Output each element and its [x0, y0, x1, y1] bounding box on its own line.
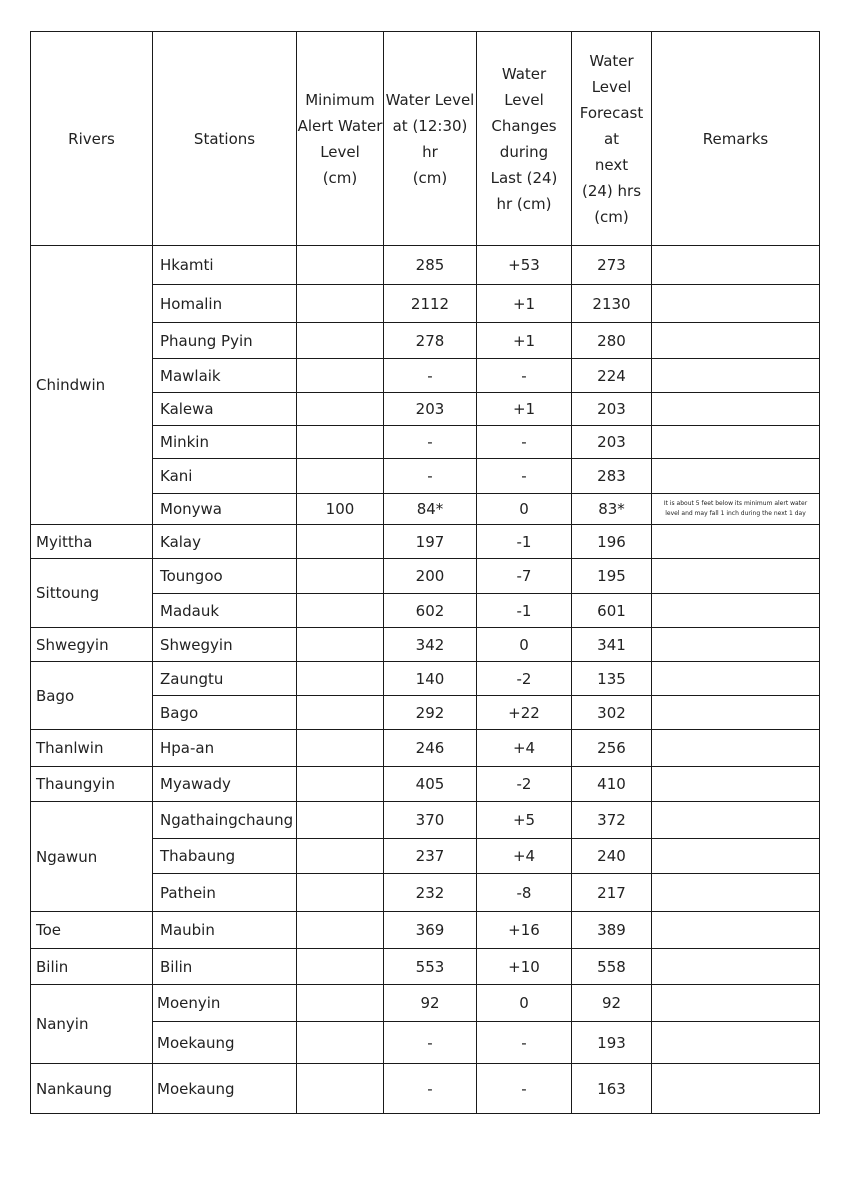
forecast-cell: 196 [572, 525, 652, 559]
station-name: Kalay [153, 525, 297, 559]
remark-cell [652, 323, 820, 359]
remark-cell [652, 802, 820, 839]
remark-cell [652, 525, 820, 559]
header-forecast-line: at [603, 129, 620, 148]
remark-cell [652, 662, 820, 696]
forecast-cell: 224 [572, 359, 652, 393]
forecast-cell: 273 [572, 246, 652, 285]
forecast-cell: 203 [572, 393, 652, 426]
station-name: Madauk [153, 594, 297, 628]
water-level-cell: 285 [384, 246, 477, 285]
water-level-cell: 553 [384, 949, 477, 985]
forecast-cell: 163 [572, 1064, 652, 1114]
water-level-cell: 278 [384, 323, 477, 359]
min-alert-cell [297, 874, 384, 912]
change-cell: +1 [477, 393, 572, 426]
change-cell: +1 [477, 323, 572, 359]
remark-cell [652, 393, 820, 426]
header-changes-line: Level [504, 90, 544, 109]
header-changes-line: Last (24) [490, 168, 558, 187]
forecast-cell: 83* [572, 494, 652, 525]
change-cell: - [477, 1022, 572, 1064]
water-level-cell: 405 [384, 767, 477, 802]
change-cell: -2 [477, 767, 572, 802]
forecast-cell: 302 [572, 696, 652, 730]
river-name: Chindwin [31, 246, 153, 525]
station-name: Hkamti [153, 246, 297, 285]
min-alert-cell [297, 323, 384, 359]
min-alert-cell [297, 802, 384, 839]
header-min-alert-line: (cm) [322, 168, 358, 187]
river-name: Nankaung [31, 1064, 153, 1114]
station-name: Zaungtu [153, 662, 297, 696]
remark-cell [652, 696, 820, 730]
water-level-cell: - [384, 1022, 477, 1064]
header-water-level-line: at (12:30) hr [392, 116, 468, 161]
forecast-cell: 389 [572, 912, 652, 949]
remark-cell [652, 359, 820, 393]
station-name: Bilin [153, 949, 297, 985]
water-level-cell: 369 [384, 912, 477, 949]
header-forecast [572, 32, 652, 246]
header-forecast-line: (cm) [594, 207, 629, 226]
min-alert-cell [297, 594, 384, 628]
table-row [31, 802, 820, 839]
change-cell: +4 [477, 839, 572, 874]
header-changes-line: during [499, 142, 549, 161]
table-row [31, 985, 820, 1022]
water-level-cell: 246 [384, 730, 477, 767]
station-name: Myawady [153, 767, 297, 802]
station-name: Monywa [153, 494, 297, 525]
change-cell: - [477, 459, 572, 494]
change-cell: +5 [477, 802, 572, 839]
min-alert-cell [297, 730, 384, 767]
min-alert-cell [297, 985, 384, 1022]
header-forecast-line: Water [589, 51, 634, 70]
forecast-cell: 193 [572, 1022, 652, 1064]
forecast-cell: 410 [572, 767, 652, 802]
min-alert-cell [297, 662, 384, 696]
min-alert-cell [297, 628, 384, 662]
remark-cell [652, 839, 820, 874]
min-alert-cell [297, 459, 384, 494]
header-rivers: Rivers [31, 32, 153, 246]
min-alert-cell [297, 246, 384, 285]
water-level-cell: 84* [384, 494, 477, 525]
station-name: Kani [153, 459, 297, 494]
table-row [31, 730, 820, 767]
table-row [31, 628, 820, 662]
table-row [31, 949, 820, 985]
change-cell: +16 [477, 912, 572, 949]
forecast-cell: 256 [572, 730, 652, 767]
river-name: Bilin [31, 949, 153, 985]
min-alert-cell [297, 393, 384, 426]
change-cell: 0 [477, 494, 572, 525]
water-level-cell: - [384, 459, 477, 494]
min-alert-cell [297, 559, 384, 594]
water-level-cell: - [384, 1064, 477, 1114]
header-forecast-line: Forecast [579, 103, 644, 122]
table-row [31, 1064, 820, 1114]
header-changes-line: hr (cm) [496, 194, 552, 213]
forecast-cell: 92 [572, 985, 652, 1022]
remark-cell [652, 285, 820, 323]
remark-cell [652, 594, 820, 628]
river-name: Bago [31, 662, 153, 730]
change-cell: - [477, 359, 572, 393]
min-alert-cell [297, 426, 384, 459]
water-level-table [30, 31, 820, 1114]
water-level-cell: 92 [384, 985, 477, 1022]
remark-cell [652, 246, 820, 285]
header-forecast-line: next [594, 155, 629, 174]
table-row [31, 559, 820, 594]
water-level-cell: 370 [384, 802, 477, 839]
water-level-cell: - [384, 359, 477, 393]
header-row [31, 32, 820, 246]
water-level-cell: 237 [384, 839, 477, 874]
header-changes-line: Changes [491, 116, 557, 135]
min-alert-cell [297, 1064, 384, 1114]
water-level-cell: 292 [384, 696, 477, 730]
remark-cell [652, 949, 820, 985]
change-cell: +53 [477, 246, 572, 285]
water-level-cell: 602 [384, 594, 477, 628]
header-min-alert-line: Level [320, 142, 360, 161]
station-name: Mawlaik [153, 359, 297, 393]
table-row [31, 246, 820, 285]
remark-cell [652, 559, 820, 594]
station-name: Minkin [153, 426, 297, 459]
forecast-cell: 283 [572, 459, 652, 494]
change-cell: -8 [477, 874, 572, 912]
remark-cell [652, 628, 820, 662]
header-forecast-line: Level [591, 77, 632, 96]
forecast-cell: 203 [572, 426, 652, 459]
forecast-cell: 372 [572, 802, 652, 839]
forecast-cell: 558 [572, 949, 652, 985]
remark-cell [652, 1064, 820, 1114]
remark-cell [652, 459, 820, 494]
min-alert-cell [297, 949, 384, 985]
water-level-cell: 140 [384, 662, 477, 696]
station-name: Homalin [153, 285, 297, 323]
table-row [31, 767, 820, 802]
river-name: Sittoung [31, 559, 153, 628]
forecast-cell: 601 [572, 594, 652, 628]
header-min-alert [297, 32, 384, 246]
change-cell: - [477, 1064, 572, 1114]
station-name: Maubin [153, 912, 297, 949]
header-min-alert-line: Minimum [305, 90, 375, 109]
river-name: Myittha [31, 525, 153, 559]
table-row [31, 662, 820, 696]
min-alert-cell [297, 525, 384, 559]
station-name: Hpa-an [153, 730, 297, 767]
river-name: Nanyin [31, 985, 153, 1064]
min-alert-cell [297, 285, 384, 323]
water-level-cell: 200 [384, 559, 477, 594]
river-name: Thaungyin [31, 767, 153, 802]
water-level-cell: 197 [384, 525, 477, 559]
remark-cell [652, 1022, 820, 1064]
water-level-cell: - [384, 426, 477, 459]
change-cell: +4 [477, 730, 572, 767]
header-water-level-line: Water Level [385, 90, 475, 109]
forecast-cell: 240 [572, 839, 652, 874]
remark-cell [652, 985, 820, 1022]
water-level-cell: 203 [384, 393, 477, 426]
min-alert-cell: 100 [297, 494, 384, 525]
header-changes [477, 32, 572, 246]
station-name: Moekaung [153, 1022, 297, 1064]
change-cell: -1 [477, 525, 572, 559]
min-alert-cell [297, 839, 384, 874]
forecast-cell: 135 [572, 662, 652, 696]
remark-cell [652, 426, 820, 459]
header-stations: Stations [153, 32, 297, 246]
change-cell: 0 [477, 628, 572, 662]
forecast-cell: 195 [572, 559, 652, 594]
header-min-alert-line: Alert Water [297, 116, 383, 135]
remark-cell [652, 874, 820, 912]
header-changes-line: Water [501, 64, 547, 83]
station-name: Ngathaingchaung [153, 802, 297, 839]
station-name: Moenyin [153, 985, 297, 1022]
station-name: Moekaung [153, 1064, 297, 1114]
header-forecast-line: (24) hrs [581, 181, 642, 200]
table-row [31, 525, 820, 559]
water-level-cell: 232 [384, 874, 477, 912]
station-name: Kalewa [153, 393, 297, 426]
table-row [31, 912, 820, 949]
header-remarks: Remarks [652, 32, 820, 246]
remark-cell: It is about 5 feet below its minimum alert water level and may fall 1 inch during the next 1 day [652, 494, 820, 525]
remark-cell [652, 730, 820, 767]
forecast-cell: 341 [572, 628, 652, 662]
header-water-level-line: (cm) [412, 168, 448, 187]
water-level-cell: 342 [384, 628, 477, 662]
forecast-cell: 217 [572, 874, 652, 912]
header-water-level [384, 32, 477, 246]
min-alert-cell [297, 1022, 384, 1064]
change-cell: 0 [477, 985, 572, 1022]
station-name: Toungoo [153, 559, 297, 594]
remark-cell [652, 912, 820, 949]
min-alert-cell [297, 767, 384, 802]
change-cell: - [477, 426, 572, 459]
water-level-cell: 2112 [384, 285, 477, 323]
station-name: Pathein [153, 874, 297, 912]
station-name: Shwegyin [153, 628, 297, 662]
station-name: Phaung Pyin [153, 323, 297, 359]
change-cell: -1 [477, 594, 572, 628]
station-name: Bago [153, 696, 297, 730]
change-cell: +10 [477, 949, 572, 985]
river-name: Ngawun [31, 802, 153, 912]
min-alert-cell [297, 359, 384, 393]
remark-cell [652, 767, 820, 802]
forecast-cell: 2130 [572, 285, 652, 323]
station-name: Thabaung [153, 839, 297, 874]
change-cell: -7 [477, 559, 572, 594]
river-name: Shwegyin [31, 628, 153, 662]
min-alert-cell [297, 912, 384, 949]
river-name: Thanlwin [31, 730, 153, 767]
min-alert-cell [297, 696, 384, 730]
forecast-cell: 280 [572, 323, 652, 359]
river-name: Toe [31, 912, 153, 949]
change-cell: +1 [477, 285, 572, 323]
change-cell: +22 [477, 696, 572, 730]
change-cell: -2 [477, 662, 572, 696]
